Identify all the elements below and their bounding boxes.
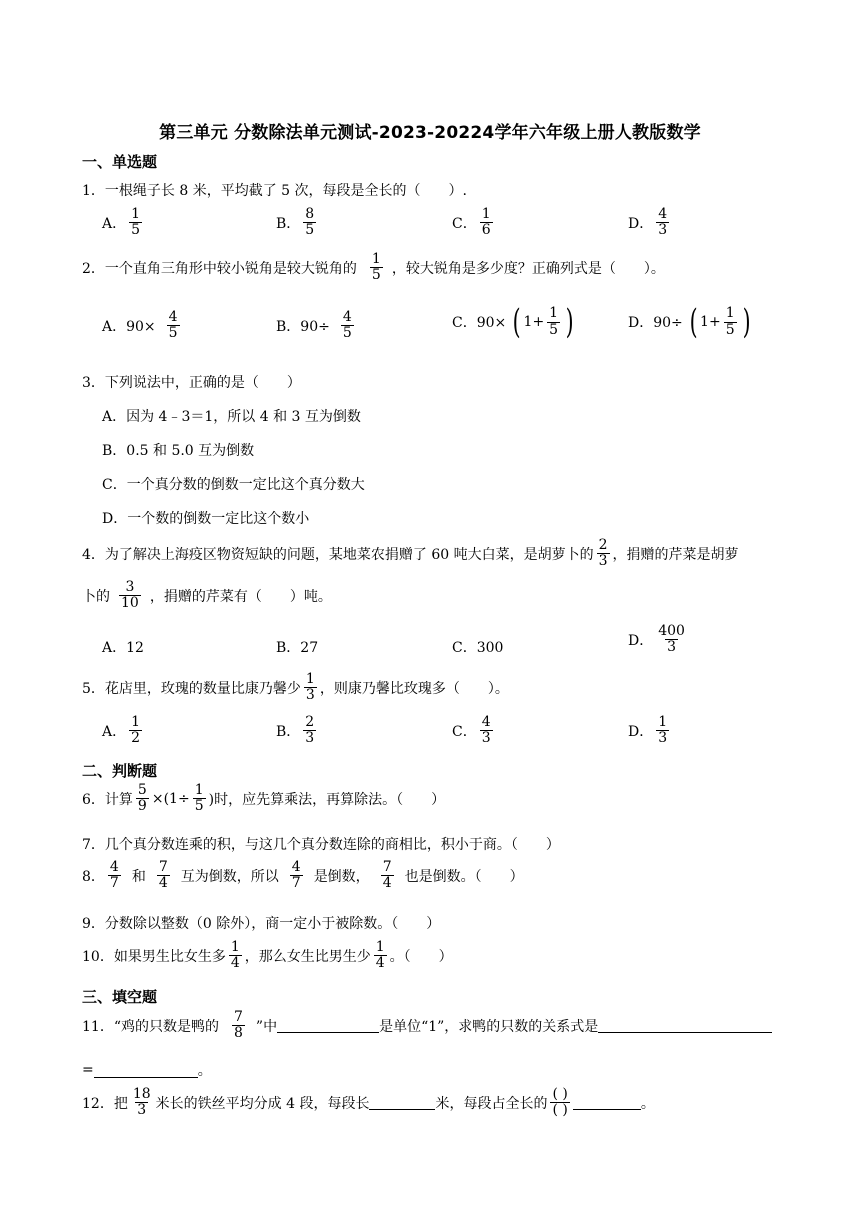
- fraction: $\frac{4}{5}$: [168, 309, 178, 342]
- question-6-stem: 6．计算 $\frac{5}{9}$ ×(1÷ $\frac{1}{5}$ )时，应先算乘法，再算除法。（ ）: [82, 782, 446, 815]
- fraction: $\frac{4}{3}$: [481, 714, 491, 747]
- fraction: $\frac{7}{4}$: [382, 859, 392, 892]
- question-4-option-b[interactable]: B．27: [276, 640, 319, 656]
- question-2-option-a[interactable]: A．90× $\frac{4}{5}$: [102, 309, 178, 342]
- answer-blank[interactable]: [573, 1095, 641, 1110]
- fraction: $\frac{5}{9}$: [137, 782, 147, 815]
- question-11-stem: 11．“鸡的只数是鸭的 $\frac{7}{8}$ ”中 是单位“1”，求鸭的只数的关系式是: [82, 1010, 772, 1042]
- answer-blank[interactable]: [369, 1095, 435, 1110]
- question-5-stem: 5．花店里，玫瑰的数量比康乃馨少 $\frac{1}{3}$ ，则康乃馨比玫瑰多（ ）。: [82, 671, 509, 704]
- question-3-option-b[interactable]: B．0.5 和 5.0 互为倒数: [102, 443, 255, 459]
- fraction: $\frac{1}{5}$: [131, 206, 141, 239]
- question-4-option-c[interactable]: C．300: [452, 640, 504, 656]
- question-3-option-a[interactable]: A．因为 4﹣3＝1，所以 4 和 3 互为倒数: [102, 409, 361, 425]
- question-1-option-a[interactable]: A． $\frac{1}{5}$: [102, 206, 141, 239]
- fraction: $\frac{7}{8}$: [233, 1009, 243, 1042]
- fraction: $\frac{1}{6}$: [481, 206, 491, 239]
- fraction: $\frac{1}{5}$: [549, 305, 559, 338]
- fraction: $\frac{1}{5}$: [725, 305, 735, 338]
- question-3-option-d[interactable]: D．一个数的倒数一定比这个数小: [102, 511, 310, 527]
- question-10-stem: 10．如果男生比女生多 $\frac{1}{4}$ ，那么女生比男生少 $\frac{1}{4}$ 。（ ）: [82, 939, 453, 972]
- question-1-option-d[interactable]: D． $\frac{4}{3}$: [628, 206, 668, 239]
- fraction: $\frac{1}{2}$: [131, 714, 141, 747]
- question-4-option-d[interactable]: D． $\frac{400}{3}$: [628, 623, 685, 656]
- question-2-option-b[interactable]: B．90÷ $\frac{4}{5}$: [276, 309, 352, 342]
- fraction: $\frac{3}{10}$: [121, 579, 139, 612]
- page-title: 第三单元 分数除法单元测试-2023-20224学年六年级上册人教版数学: [159, 123, 701, 143]
- question-2-option-d[interactable]: D．90÷ ( 1+ $\frac{1}{5}$ ): [628, 302, 751, 342]
- fraction: $\frac{1}{4}$: [375, 939, 385, 972]
- question-1-option-c[interactable]: C． $\frac{1}{6}$: [452, 206, 491, 239]
- fraction: $\frac{400}{3}$: [658, 623, 685, 656]
- question-11-stem-line2: = 。: [82, 1062, 212, 1079]
- question-1-stem: 1．一根绳子长 8 米，平均截了 5 次，每段是全长的（ ）.: [82, 183, 467, 199]
- fraction: $\frac{4}{3}$: [658, 206, 668, 239]
- question-2-stem: 2．一个直角三角形中较小锐角是较大锐角的 $\frac{1}{5}$ ，较大锐角是多少度？正确列式是（ ）。: [82, 251, 665, 284]
- question-3-stem: 3．下列说法中，正确的是（ ）: [82, 375, 301, 391]
- fraction: $\frac{2}{3}$: [598, 537, 608, 570]
- fraction: $\frac{1}{3}$: [658, 714, 668, 747]
- question-3-option-c[interactable]: C．一个真分数的倒数一定比这个真分数大: [102, 477, 365, 493]
- section-heading-true-false: 二、判断题: [82, 762, 158, 780]
- fraction: $\frac{1}{5}$: [371, 251, 381, 284]
- section-heading-single-choice: 一、单选题: [82, 153, 158, 171]
- fraction: $\frac{4}{5}$: [342, 309, 352, 342]
- question-5-option-d[interactable]: D． $\frac{1}{3}$: [628, 714, 668, 747]
- fraction: $\frac{7}{4}$: [158, 859, 168, 892]
- fraction: $\frac{1}{4}$: [230, 939, 240, 972]
- fraction: $\frac{( )}{( )}$: [552, 1086, 568, 1119]
- question-4-stem-line2: 卜的 $\frac{3}{10}$ ，捐赠的芹菜有（ ）吨。: [82, 579, 332, 612]
- question-9-stem: 9．分数除以整数（0 除外），商一定小于被除数。（ ）: [82, 916, 441, 932]
- fraction: $\frac{4}{7}$: [109, 859, 119, 892]
- question-5-option-c[interactable]: C． $\frac{4}{3}$: [452, 714, 491, 747]
- question-7-stem: 7．几个真分数连乘的积，与这几个真分数连除的商相比，积小于商。（ ）: [82, 837, 560, 853]
- answer-blank[interactable]: [598, 1018, 772, 1033]
- fraction: $\frac{18}{3}$: [132, 1086, 151, 1119]
- answer-blank[interactable]: [94, 1063, 198, 1078]
- question-12-stem: 12．把 $\frac{18}{3}$ 米长的铁丝平均分成 4 段，每段长 米，每段占全长的 $\frac{( )}{( )}$ 。: [82, 1086, 655, 1119]
- answer-blank[interactable]: [277, 1018, 379, 1033]
- question-4-option-a[interactable]: A．12: [102, 640, 144, 656]
- question-2-option-c[interactable]: C．90× ( 1+ $\frac{1}{5}$ ): [452, 302, 574, 342]
- section-heading-fill-blank: 三、填空题: [82, 988, 158, 1006]
- fraction: $\frac{1}{5}$: [194, 782, 204, 815]
- fraction: $\frac{8}{5}$: [305, 206, 315, 239]
- question-8-stem: 8． $\frac{4}{7}$ 和 $\frac{7}{4}$ 互为倒数，所以 $\frac{4}{7}$ 是倒数， $\frac{7}{4}$ 也是倒数。（ ）: [82, 859, 524, 892]
- question-4-stem-line1: 4．为了解决上海疫区物资短缺的问题，某地菜农捐赠了 60 吨大白菜，是胡萝卜的 $\frac{2}{3}$ ，捐赠的芹菜是胡萝: [82, 537, 739, 570]
- fraction: $\frac{2}{3}$: [305, 714, 315, 747]
- question-1-option-b[interactable]: B． $\frac{8}{5}$: [276, 206, 315, 239]
- question-5-option-a[interactable]: A． $\frac{1}{2}$: [102, 714, 141, 747]
- question-5-option-b[interactable]: B． $\frac{2}{3}$: [276, 714, 315, 747]
- fraction: $\frac{1}{3}$: [305, 671, 315, 704]
- fraction: $\frac{4}{7}$: [291, 859, 301, 892]
